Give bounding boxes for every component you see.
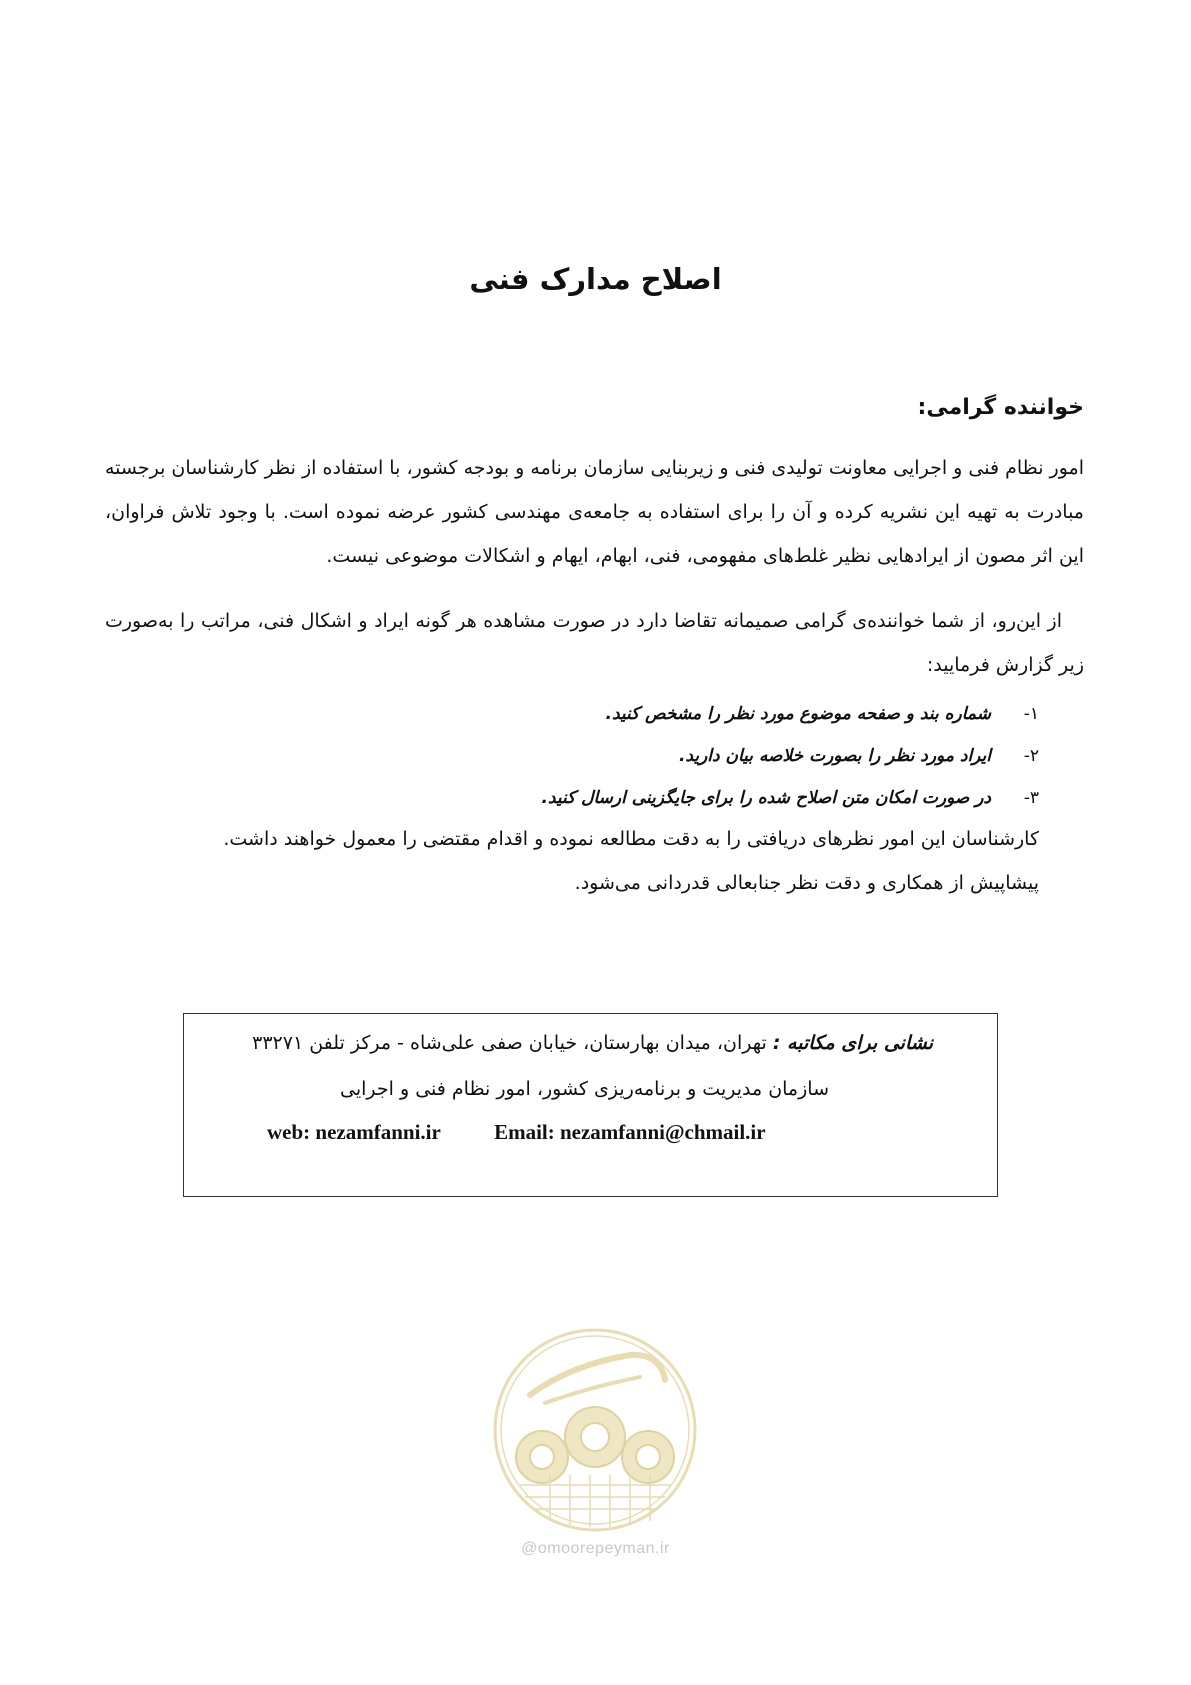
greeting-heading: خواننده گرامی: (917, 395, 1084, 420)
contact-box (183, 1013, 998, 1197)
list-item-text: در صورت امکان متن اصلاح شده را برای جایگزینی ارسال کنید. (541, 788, 991, 808)
contact-organization: سازمان مدیریت و برنامه‌ریزی کشور، امور نظام فنی و اجرایی (340, 1078, 829, 1100)
list-item (339, 777, 1039, 819)
list-item-text: شماره بند و صفحه موضوع مورد نظر را مشخص کنید. (605, 704, 991, 724)
contact-label: نشانی برای مکاتبه : (772, 1032, 933, 1054)
contact-links (267, 1120, 766, 1145)
intro-paragraph: امور نظام فنی و اجرایی معاونت تولیدی فنی و زیربنایی سازمان برنامه و بودجه کشور، با استفاده از نظر کارشناسان برجسته مبادرت به تهیه این نشریه کرده و آن را برای استفاده به جامعه‌ی مهندسی کشور عرضه نموده است. با وجود تلاش فراوان، این اثر مصون از ایرادهایی نظیر غلط‌های مفهومی، فنی، ابهام، ایهام و اشکالات موضوعی نیست. (105, 457, 1084, 567)
list-item-number: ۳- (1023, 788, 1039, 808)
page-title: اصلاح مدارک فنی (469, 262, 722, 296)
closing-text (223, 817, 1039, 905)
email-link[interactable]: Email: nezamfanni@chmail.ir (494, 1120, 766, 1144)
closing-line-thanks: پیشاپیش از همکاری و دقت نظر جنابعالی قدردانی می‌شود. (574, 872, 1039, 894)
watermark-site-text: @omoorepeyman.ir (521, 1540, 670, 1557)
closing-line-review: کارشناسان این امور نظرهای دریافتی را به دقت مطالعه نموده و اقدام مقتضی را معمول خواهند داشت. (223, 828, 1039, 850)
list-item-number: ۱- (1023, 704, 1039, 724)
list-item-text: ایراد مورد نظر را بصورت خلاصه بیان دارید. (678, 746, 991, 766)
request-paragraph: از این‌رو، از شما خواننده‌ی گرامی صمیمانه تقاضا دارد در صورت مشاهده هر گونه ایراد و اشکال فنی، مراتب را به‌صورت زیر گزارش فرمایید: (105, 610, 1084, 676)
web-link[interactable]: web: nezamfanni.ir (267, 1120, 441, 1144)
list-item (339, 693, 1039, 735)
list-item (339, 735, 1039, 777)
instructions-list (339, 693, 1039, 819)
contact-address: تهران، میدان بهارستان، خیابان صفی علی‌شاه - مرکز تلفن ۳۳۲۷۱ (252, 1032, 767, 1054)
contact-address-line (252, 1032, 933, 1054)
list-item-number: ۲- (1023, 746, 1039, 766)
watermark-logo (490, 1325, 700, 1535)
